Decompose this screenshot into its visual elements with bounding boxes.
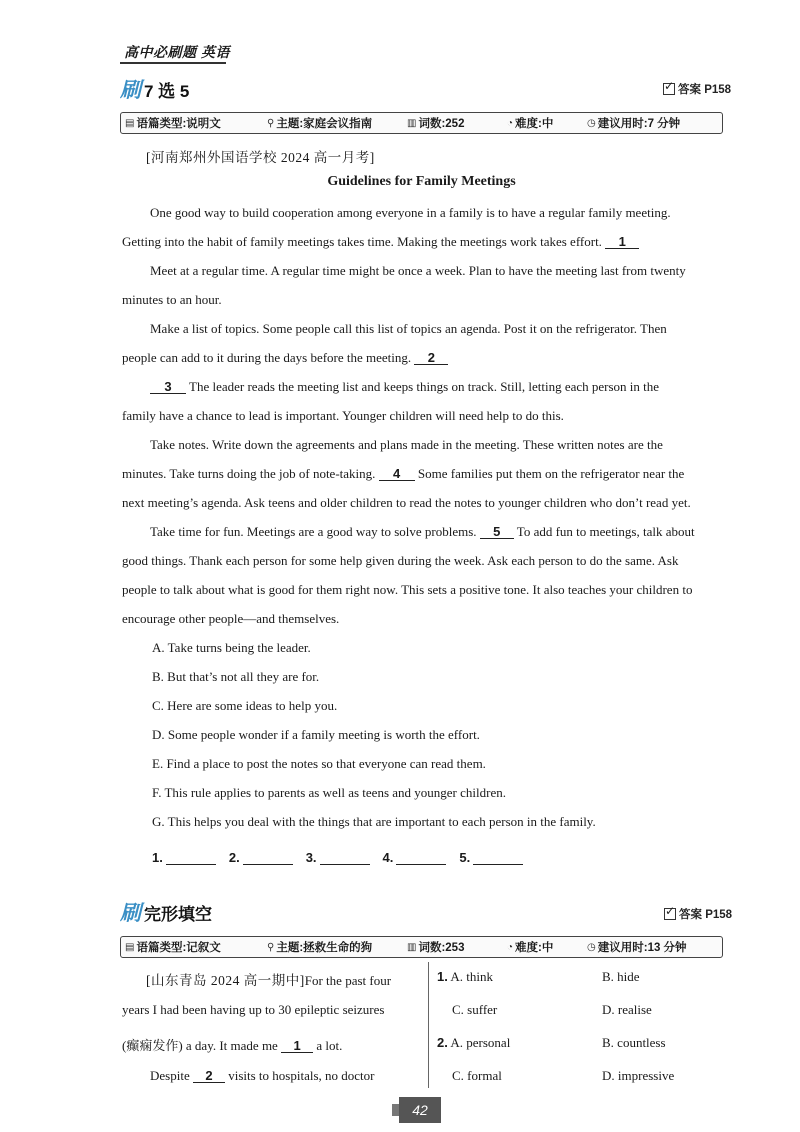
running-head-rule	[120, 62, 226, 64]
answer-reference-text: 答案 P158	[679, 909, 733, 921]
answer-field-3[interactable]: 3.	[306, 850, 370, 865]
text-type: ▤ 语篇类型:说明文	[125, 117, 221, 130]
gauge-icon: ◔	[507, 941, 514, 953]
option-a: A. Take turns being the leader.	[152, 640, 311, 655]
passage-line: Take notes. Write down the agreements and plans made in the meeting. These written notes are the	[150, 437, 663, 452]
section-7-choose-5-header	[120, 74, 189, 104]
passage-info-bar	[120, 112, 723, 134]
answer-field-5[interactable]: 5.	[459, 850, 523, 865]
passage-line: 3 The leader reads the meeting list and keeps things on track. Still, letting each person in the	[150, 378, 659, 395]
option-d: D. Some people wonder if a family meeting is worth the effort.	[152, 727, 480, 742]
option-e: E. Find a place to post the notes so that everyone can read them.	[152, 756, 486, 771]
topic: ⚲ 主题:拯救生命的狗	[267, 941, 373, 954]
passage-title: Guidelines for Family Meetings	[327, 174, 516, 189]
search-icon: ⚲	[267, 941, 275, 953]
passage-line: One good way to build cooperation among everyone in a family is to have a regular family meeting.	[150, 205, 671, 220]
gauge-icon: ◔	[507, 117, 514, 129]
question-2-option-a[interactable]: 2. A. personal	[437, 1035, 511, 1050]
book-icon: ▥	[407, 117, 417, 129]
topic: ⚲ 主题:家庭会议指南	[267, 117, 373, 130]
running-head: 高中必刷题 英语	[124, 44, 230, 60]
section-cloze-header	[120, 897, 212, 927]
question-source: [河南郑州外国语学校 2024 高一月考]	[146, 150, 375, 165]
difficulty: ◔ 难度:中	[507, 941, 554, 954]
column-divider	[428, 962, 429, 1088]
section-mark: 刷	[120, 79, 141, 102]
word-count: ▥ 词数:252	[407, 117, 465, 130]
passage-line: Getting into the habit of family meetings takes time. Making the meetings work takes effort. 1	[122, 233, 639, 250]
question-1-option-d[interactable]: D. realise	[602, 1002, 652, 1017]
answer-reference	[664, 906, 732, 922]
suggested-time: ◷ 建议用时:7 分钟	[587, 117, 681, 130]
question-2-option-b[interactable]: B. countless	[602, 1035, 666, 1050]
book-icon: ▥	[407, 941, 417, 953]
passage-line: people to talk about what is good for them right now. This sets a positive tone. It also teaches your children to	[122, 582, 693, 597]
question-1-option-a[interactable]: 1. A. think	[437, 969, 494, 984]
passage-line: people can add to it during the days before the meeting. 2	[122, 349, 448, 366]
answer-field-1[interactable]: 1.	[152, 850, 216, 865]
answer-reference-text: 答案 P158	[678, 84, 732, 96]
section-mark: 刷	[120, 902, 141, 925]
cloze-line: years I had been having up to 30 epileptic seizures	[122, 1002, 385, 1017]
option-b: B. But that’s not all they are for.	[152, 669, 320, 684]
question-1-option-b[interactable]: B. hide	[602, 969, 640, 984]
search-icon: ⚲	[267, 117, 275, 129]
checkbox-icon	[663, 83, 675, 95]
difficulty: ◔ 难度:中	[507, 117, 554, 130]
section-title: 完形填空	[144, 904, 212, 924]
blank-4[interactable]: 4	[379, 467, 415, 481]
cloze-line: [山东青岛 2024 高一期中]For the past four	[146, 973, 392, 988]
passage-line: encourage other people—and themselves.	[122, 611, 340, 626]
option-f: F. This rule applies to parents as well as teens and younger children.	[152, 785, 506, 800]
passage-line: good things. Thank each person for some help given during the week. Ask each person to do the same. Ask	[122, 553, 679, 568]
passage-line: minutes. Take turns doing the job of note-taking. 4 Some families put them on the refrigerator near the	[122, 466, 685, 481]
blank-5[interactable]: 5	[480, 525, 514, 539]
question-2-option-c[interactable]: C. formal	[452, 1068, 502, 1083]
cloze-line: (癫痫发作) a day. It made me 1 a lot.	[122, 1038, 343, 1053]
clock-icon: ◷	[587, 941, 596, 953]
document-icon: ▤	[125, 117, 135, 129]
answer-row	[152, 850, 536, 865]
cloze-line: Despite 2 visits to hospitals, no doctor	[150, 1068, 375, 1083]
passage-line: Make a list of topics. Some people call this list of topics an agenda. Post it on the refrigerator. Then	[150, 321, 667, 336]
blank-2[interactable]: 2	[414, 351, 448, 365]
blank-1[interactable]: 1	[605, 235, 639, 249]
passage-line: family have a chance to lead is important. Younger children will need help to do this.	[122, 408, 564, 423]
checkbox-icon	[664, 908, 676, 920]
question-1-option-c[interactable]: C. suffer	[452, 1002, 498, 1017]
blank-3[interactable]: 3	[150, 380, 186, 394]
suggested-time: ◷ 建议用时:13 分钟	[587, 941, 687, 954]
clock-icon: ◷	[587, 117, 596, 129]
answer-field-2[interactable]: 2.	[229, 850, 293, 865]
passage-line: Meet at a regular time. A regular time might be once a week. Plan to have the meeting last from twenty	[150, 263, 686, 278]
option-c: C. Here are some ideas to help you.	[152, 698, 338, 713]
cloze-blank-2[interactable]: 2	[193, 1069, 225, 1083]
passage-info-bar	[120, 936, 723, 958]
cloze-blank-1[interactable]: 1	[281, 1039, 313, 1053]
passage-line: minutes to an hour.	[122, 292, 222, 307]
page-number: 42	[399, 1097, 441, 1123]
passage-line: next meeting’s agenda. Ask teens and older children to read the notes to younger children who don’t read yet.	[122, 495, 691, 510]
answer-reference	[663, 81, 731, 97]
question-2-option-d[interactable]: D. impressive	[602, 1068, 675, 1083]
word-count: ▥ 词数:253	[407, 941, 465, 954]
section-title: 7 选 5	[144, 81, 190, 101]
passage-line: Take time for fun. Meetings are a good way to solve problems. 5 To add fun to meetings, talk about	[150, 524, 695, 539]
document-icon: ▤	[125, 941, 135, 953]
option-g: G. This helps you deal with the things that are important to each person in the family.	[152, 814, 596, 829]
answer-field-4[interactable]: 4.	[383, 850, 447, 865]
text-type: ▤ 语篇类型:记叙文	[125, 941, 221, 954]
